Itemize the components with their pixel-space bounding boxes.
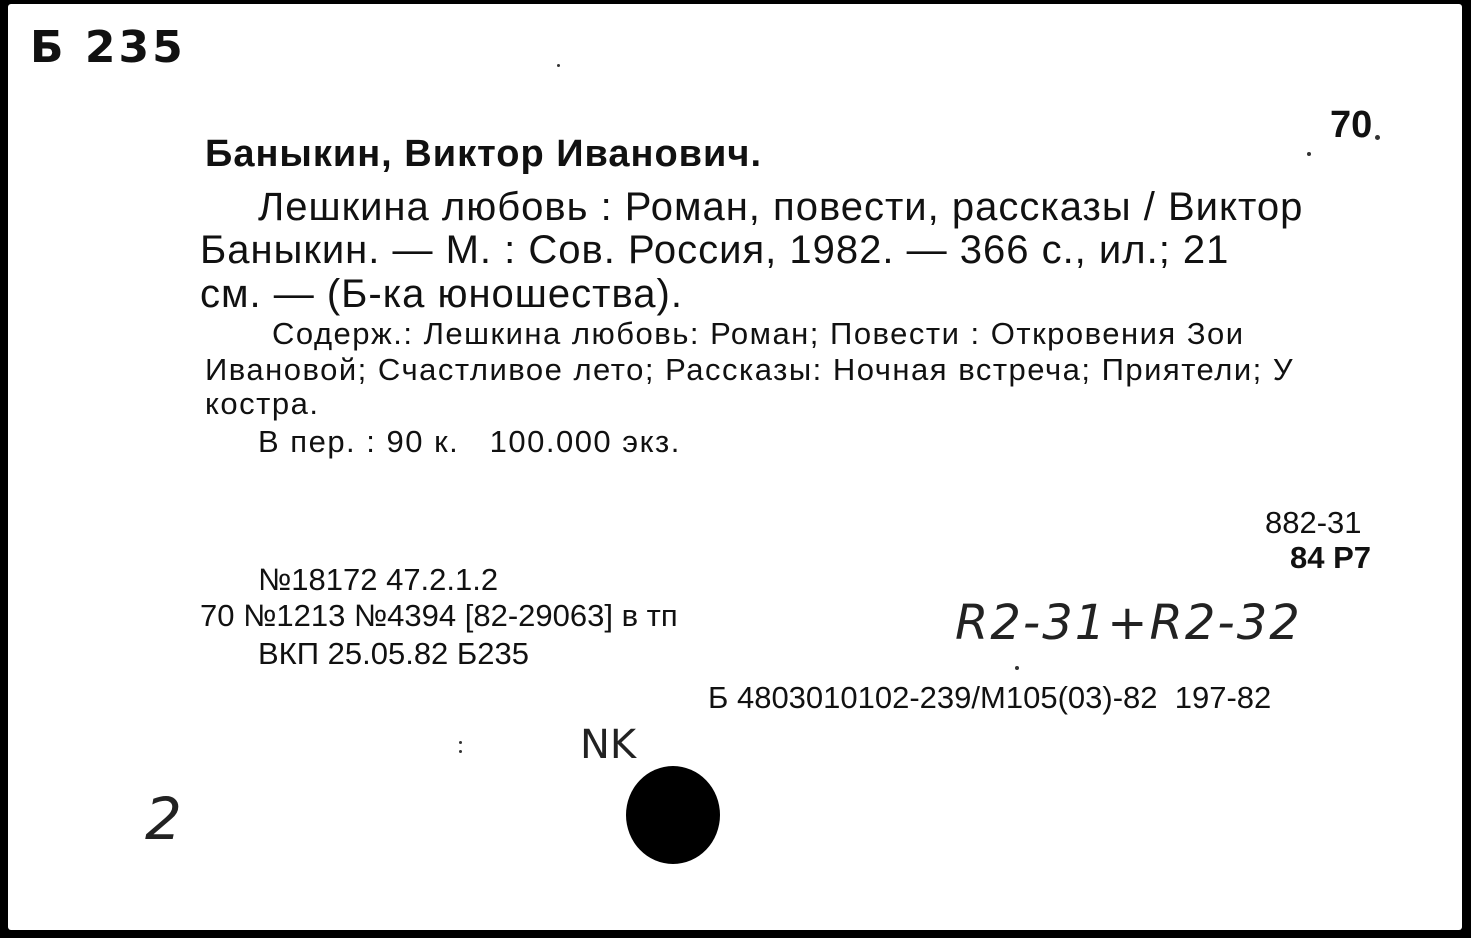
title-line-1: Лешкина любовь : Роман, повести, рассказы / Виктор [258,185,1304,229]
registry-line-3: ВКП 25.05.82 Б235 [258,636,529,671]
title-line-3: см. — (Б-ка юношества). [200,272,683,316]
handwritten-number: 2 [145,785,182,853]
contents-line-1: Содерж.: Лешкина любовь: Роман; Повести : Откровения Зои [272,316,1245,351]
shelf-mark: Б 235 [30,22,186,73]
author-heading: Баныкин, Виктор Иванович. [205,133,763,175]
ink-speck [557,64,560,67]
punch-hole [626,766,720,864]
isbn-line: Б 4803010102-239/М105(03)-82 197-82 [708,680,1272,715]
ink-speck [459,741,462,744]
top-number: 70 [1330,104,1373,146]
contents-line-2: Ивановой; Счастливое лето; Рассказы: Ночная встреча; Приятели; У [205,352,1295,387]
title-line-2: Баныкин. — М. : Сов. Россия, 1982. — 366 с., ил.; 21 [200,228,1230,272]
handwritten-nk: NK [580,722,637,768]
ink-speck [1307,152,1311,156]
class-code-1: 882-31 [1265,505,1362,540]
handwritten-code: R2-31+R2-32 [955,595,1302,651]
registry-line-1: №18172 47.2.1.2 [258,562,499,597]
ink-speck [1375,135,1380,140]
class-code-2: 84 Р7 [1290,540,1372,575]
ink-speck [459,750,462,753]
registry-line-2: 70 №1213 №4394 [82-29063] в тп [200,598,678,633]
ink-speck [1015,666,1019,670]
price-line: В пер. : 90 к. 100.000 экз. [258,424,681,459]
contents-line-3: костра. [205,386,320,421]
